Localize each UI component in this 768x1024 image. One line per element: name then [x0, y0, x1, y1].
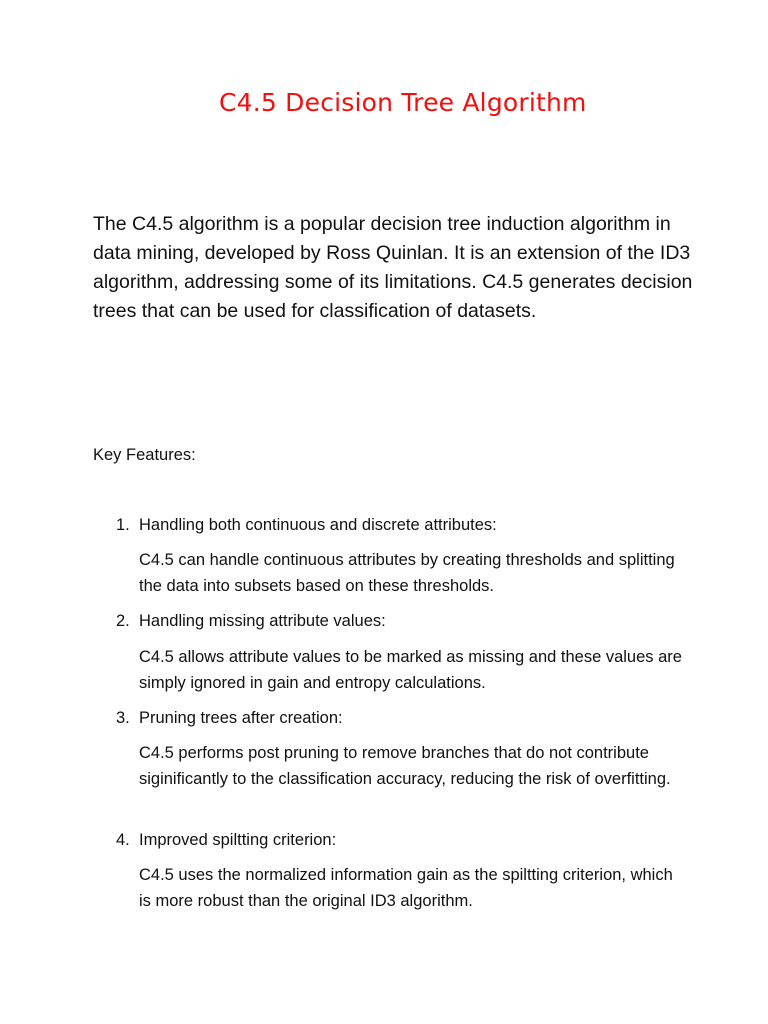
feature-item-title — [116, 707, 343, 729]
key-features-heading: Key Features: — [93, 446, 196, 464]
feature-title-text: Handling missing attribute values: — [139, 612, 386, 630]
feature-item-title — [116, 610, 386, 632]
feature-number: 4. — [116, 831, 130, 849]
feature-title-text: Improved spiltting criterion: — [139, 831, 337, 849]
feature-number: 2. — [116, 612, 130, 630]
feature-number: 3. — [116, 709, 130, 727]
feature-item-title — [116, 514, 497, 536]
intro-paragraph: The C4.5 algorithm is a popular decision tree induction algorithm in data mining, developed by Ross Quinlan. It is an extension of the ID3 algorithm, addressing some of its limitations. C4.5 generates decision trees that can be used for classification of datasets. — [93, 213, 693, 322]
feature-description: C4.5 performs post pruning to remove branches that do not contribute siginificantly to the classification accuracy, reducing the risk of overfitting. — [139, 744, 671, 788]
feature-description: C4.5 can handle continuous attributes by creating thresholds and splitting the data into subsets based on these thresholds. — [139, 551, 675, 595]
feature-title-text: Pruning trees after creation: — [139, 709, 343, 727]
feature-title-text: Handling both continuous and discrete attributes: — [139, 516, 497, 534]
feature-item-title — [116, 829, 336, 851]
document-title: C4.5 Decision Tree Algorithm — [219, 88, 587, 117]
feature-description: C4.5 uses the normalized information gain as the spiltting criterion, which is more robust than the original ID3 algorithm. — [139, 866, 673, 910]
feature-number: 1. — [116, 516, 130, 534]
feature-description: C4.5 allows attribute values to be marked as missing and these values are simply ignored in gain and entropy calculations. — [139, 648, 682, 692]
